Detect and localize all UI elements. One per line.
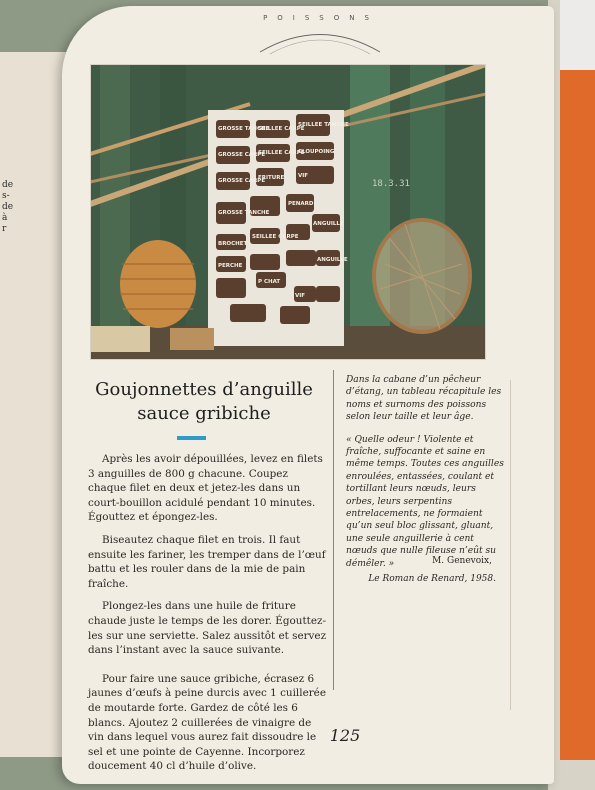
recipe-title [92, 378, 316, 426]
photo-tag: PERCHE [218, 263, 243, 269]
recipe-paragraph: Plongez-les dans une huile de friture chaude juste le temps de les dorer. Égouttez-les sur une serviette. Salez aussitôt et servez dans l’instant avec la sauce suivante. [88, 600, 327, 657]
photo-tag: SEILLEE CARPE [258, 150, 305, 156]
title-accent-bar [177, 436, 206, 440]
left-fragment: de [2, 202, 14, 212]
photo-tag: BROCHET [218, 241, 248, 247]
photo-tag: VIF [295, 293, 306, 299]
photo-tag: P CHAT [258, 279, 281, 285]
photo-tag: FRITURE [258, 175, 285, 181]
recipe-title-line2: sauce gribiche [137, 403, 271, 424]
recipe-body [88, 452, 328, 782]
photo-tag: SEILLEE CARPE [252, 234, 299, 240]
page-number: 125 [329, 726, 361, 745]
door-number: 18.3.31 [372, 179, 410, 189]
photo-tag: GROSSE CARPE [218, 152, 266, 158]
photo-caption: Dans la cabane d’un pêcheur d’étang, un tableau récapitule les noms et surnoms des poissons selon leur taille et leur âge. [346, 375, 502, 423]
recipe-paragraph: Pour faire une sauce gribiche, écrasez 6 jaunes d’œufs à peine durcis avec 1 cuillerée de moutarde forte. Gardez de côté les 6 blancs. Ajoutez 2 cuillerées de vinaigre de vin dans lequel vous aurez fait dissoudre le sel et une pointe de Cayenne. Incorporez doucement 40 cl d’huile d’olive. [88, 672, 326, 773]
photo-tag: PENARD [288, 201, 314, 207]
margin-line [510, 380, 511, 710]
left-fragment: de [2, 180, 14, 190]
quote-source: Le Roman de Renard, 1958. [368, 574, 496, 584]
sidebar-column [346, 374, 506, 580]
photo-tag: SEILLEE CARPE [258, 126, 305, 132]
photo-tag: ANGUILLE [317, 257, 348, 263]
photo-tag: GROSSE TANCHE [218, 210, 270, 216]
photo-tag: ANGUILLE [313, 221, 344, 227]
recipe-paragraph: Biseautez chaque filet en trois. Il faut ensuite les fariner, les tremper dans de l’œuf battu et les rouler dans de la mie de pain fraîche. [88, 533, 326, 590]
left-fragment: à [2, 213, 8, 223]
recipe-title-line1: Goujonnettes d’anguille [95, 379, 313, 400]
photo-tag: GROSSE CARPE [218, 178, 266, 184]
section-header: POISSONS [263, 14, 379, 22]
photo-tag: VIF [298, 173, 309, 179]
quote-author: M. Genevoix, [432, 556, 492, 566]
literary-quote: « Quelle odeur ! Violente et fraîche, suffocante et saine en même temps. Toutes ces anguilles enroulées, entassées, coulant et tortillant leurs nœuds, leurs orbes, leurs serpentins entrelacements, ne formaient qu’un seul bloc glissant, gluant, une seule anguillerie à cent nœuds que nulle fileuse n’eût su démêler. » [346, 434, 504, 569]
column-divider [333, 370, 334, 690]
background-paper [560, 0, 595, 70]
fishing-hut-photo [90, 64, 486, 360]
background-book [560, 70, 595, 760]
left-fragment: r [2, 224, 7, 234]
photo-tag: CLOUPOING [298, 149, 335, 155]
header-arc-ornament [250, 22, 390, 62]
photo-tag: SEILLEE TANCHE [298, 122, 349, 128]
left-page-text [2, 180, 13, 235]
left-fragment: s- [2, 191, 10, 201]
recipe-paragraph: Après les avoir dépouillées, levez en filets 3 anguilles de 800 g chacune. Coupez chaque filet en deux et jetez-les dans un court-bouillon acidulé pendant 10 minutes. Égouttez et épongez-les. [88, 453, 323, 524]
photo-tag: GROSSE TANCHE [218, 126, 270, 132]
